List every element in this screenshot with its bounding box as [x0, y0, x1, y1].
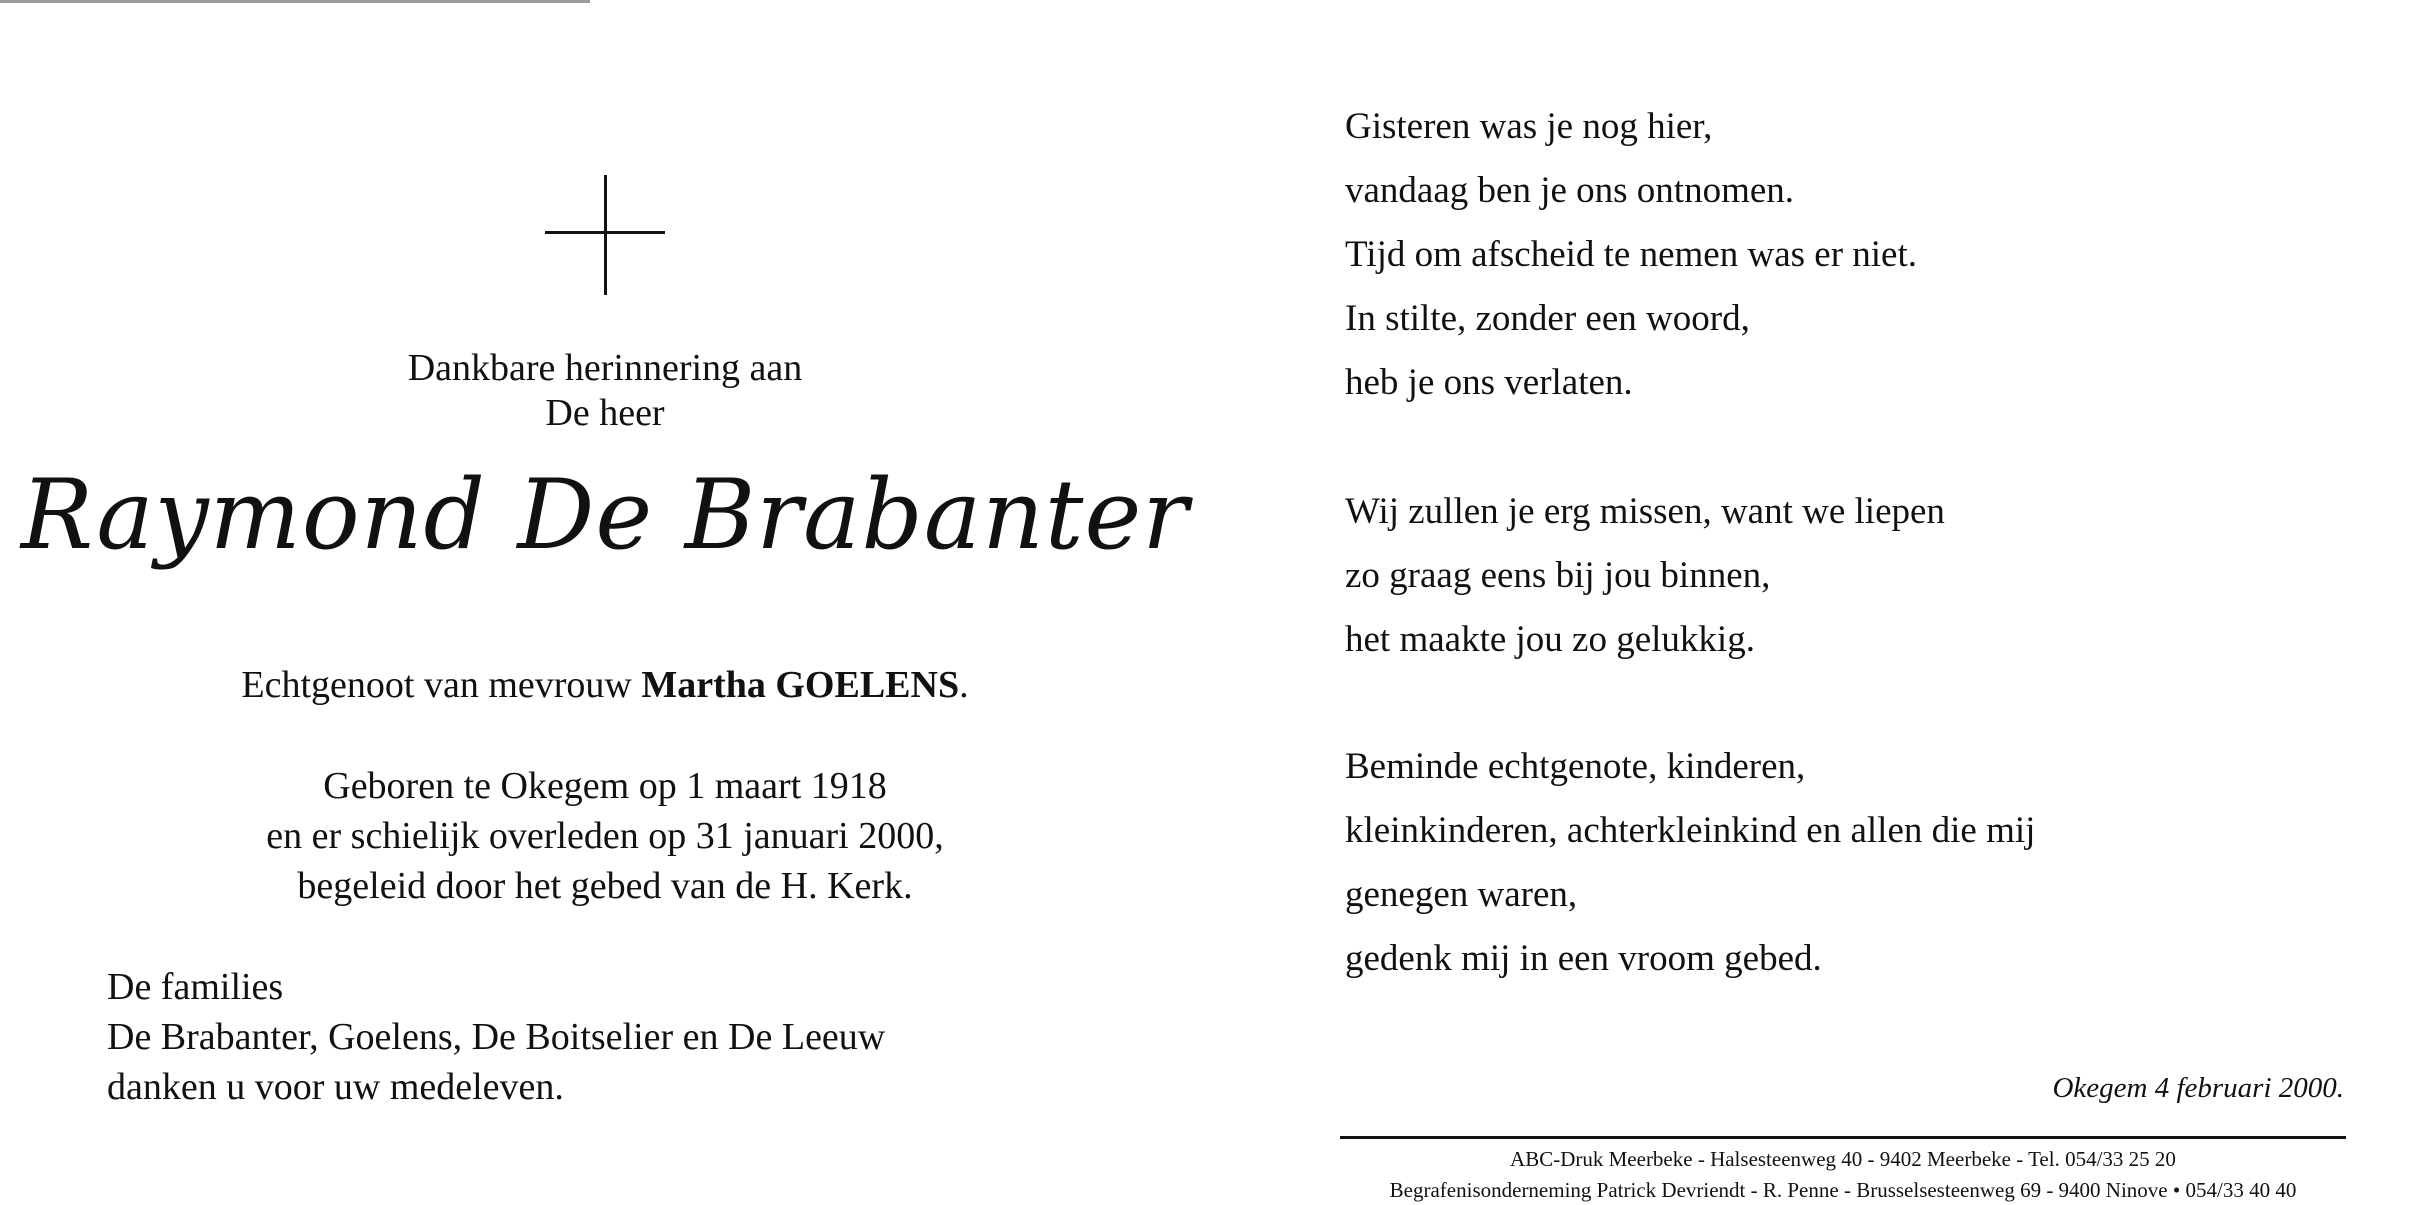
poem-line: In stilte, zonder een woord, — [1345, 298, 1750, 339]
born-line-3: begeleid door het gebed van de H. Kerk. — [297, 865, 913, 907]
born-line-1: Geboren te Okegem op 1 maart 1918 — [323, 765, 887, 807]
poem-line: het maakte jou zo gelukkig. — [1345, 619, 1755, 660]
poem-stanza-1 — [1345, 95, 1917, 415]
poem-line: zo graag eens bij jou binnen, — [1345, 555, 1771, 596]
poem-line: Tijd om afscheid te nemen was er niet. — [1345, 234, 1918, 275]
spouse-suffix: . — [959, 664, 969, 706]
date-place-text: Okegem 4 februari 2000. — [2052, 1072, 2344, 1104]
deceased-name: Raymond De Brabanter — [20, 459, 1190, 571]
poem-line: gedenk mij in een vroom gebed. — [1345, 938, 1822, 979]
poem-line: kleinkinderen, achterkleinkind en allen die mij — [1345, 810, 2036, 851]
printer-line-1: ABC-Druk Meerbeke - Halsesteenweg 40 - 9402 Meerbeke - Tel. 054/33 25 20 — [1510, 1147, 2176, 1171]
poem-stanza-2 — [1345, 480, 1945, 672]
family-thanks — [107, 962, 885, 1112]
poem-line: heb je ons verlaten. — [1345, 362, 1633, 403]
honorific-text: De heer — [545, 392, 665, 434]
family-line-2: De Brabanter, Goelens, De Boitselier en De Leeuw — [107, 1016, 886, 1058]
remember-text: Dankbare herinnering aan — [407, 347, 803, 389]
spouse-name: Martha GOELENS — [641, 664, 960, 706]
poem-stanza-3 — [1345, 735, 2035, 991]
printer-line-2: Begrafenisonderneming Patrick Devriendt - R. Penne - Brusselsesteenweg 69 - 9400 Ninove • 054/33 40 40 — [1389, 1178, 2297, 1202]
spouse-line — [0, 662, 1210, 708]
family-line-3: danken u voor uw medeleven. — [107, 1066, 564, 1108]
cross-icon — [545, 175, 665, 295]
poem-line: genegen waren, — [1345, 874, 1578, 915]
memorial-left-panel — [0, 0, 1210, 1204]
poem-line: Gisteren was je nog hier, — [1345, 106, 1713, 147]
footer-divider — [1340, 1136, 2346, 1139]
poem-line: Wij zullen je erg missen, want we liepen — [1345, 491, 1945, 532]
poem-line: vandaag ben je ons ontnomen. — [1345, 170, 1795, 211]
poem-line: Beminde echtgenote, kinderen, — [1345, 746, 1806, 787]
family-line-1: De families — [107, 966, 284, 1008]
born-line-2: en er schielijk overleden op 31 januari 2000, — [266, 815, 944, 857]
spouse-prefix: Echtgenoot van mevrouw — [241, 664, 632, 706]
